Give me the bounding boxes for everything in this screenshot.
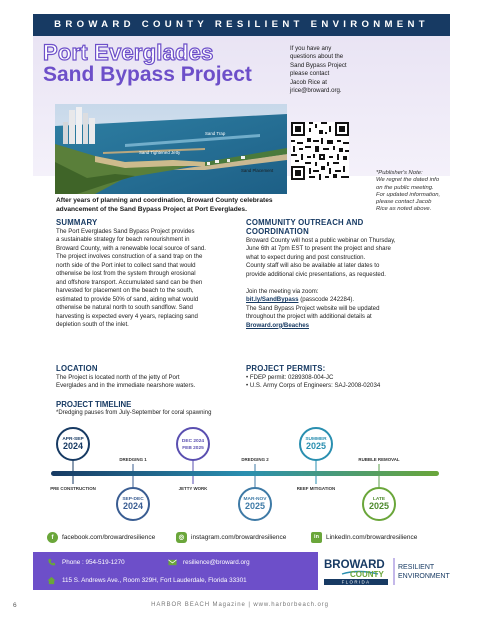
facebook-link[interactable] <box>47 531 155 543</box>
summary-body <box>56 228 261 329</box>
phase-label: PRE CONSTRUCTION <box>50 486 96 491</box>
photo-label-jetty: Sand Tightened Jetty <box>139 150 181 155</box>
logo-county: COUNTY <box>350 570 384 579</box>
milestone-year: FEB 2025 <box>182 446 204 451</box>
phase-label: REEF MITIGATION <box>296 486 336 491</box>
phone-icon <box>47 558 56 567</box>
magazine-credit: HARBOR BEACH Magazine | www.harborbeach.org <box>151 602 329 608</box>
outreach-line: June 6th at 7pm EST to present the project and share <box>246 245 391 253</box>
summary-line: depletion south of the inlet. <box>56 320 129 328</box>
facebook-icon: f <box>47 532 58 543</box>
instagram-icon: ◎ <box>176 532 187 543</box>
note-line: Rice as noted above. <box>376 206 432 213</box>
outreach-body <box>246 237 446 330</box>
contact-line: Jacob Rice at <box>290 78 327 86</box>
lead-line: advancement of the Sand Bypass Project at Port Everglades. <box>56 205 247 213</box>
milestone-year: 2025 <box>305 441 327 451</box>
note-line: We regret the dated info <box>376 177 440 184</box>
zoom-passcode: (passcode 242284). <box>298 296 355 304</box>
phone-row[interactable] <box>47 558 125 567</box>
note-line: *Publisher's Note: <box>376 170 423 176</box>
timeline-heading: PROJECT TIMELINE <box>56 400 132 409</box>
contact-email[interactable]: jrice@broward.org. <box>290 87 342 95</box>
instagram-url: instagram.com/browardresilience <box>191 533 287 541</box>
lead-paragraph <box>56 197 368 214</box>
logo-resilient: RESILIENT <box>398 564 435 571</box>
milestone-circle <box>177 428 209 460</box>
summary-heading: SUMMARY <box>56 218 98 227</box>
summary-line: otherwise be natural north to south sandflow. Sand <box>56 304 193 312</box>
milestone-year: 2024 <box>122 501 144 511</box>
outreach-line: throughout the project with additional details at <box>246 313 372 321</box>
photo-label-placement: Sand Placement <box>241 168 274 173</box>
aerial-photo <box>55 104 287 194</box>
summary-line: Broward County, with a renewable local source of sand. <box>56 244 206 252</box>
contact-line: Sand Bypass Project <box>290 61 347 69</box>
social-links <box>33 526 450 548</box>
email-address: resilience@broward.org <box>183 559 250 566</box>
email-row[interactable] <box>168 558 250 567</box>
website-link[interactable]: Broward.org/Beaches <box>246 321 309 329</box>
title-line-1: Port Everglades <box>43 40 214 65</box>
permits-heading: PROJECT PERMITS: <box>246 364 326 373</box>
contact-info <box>290 45 410 95</box>
page-footer <box>0 600 480 614</box>
note-line: please contact Jacob <box>376 199 432 206</box>
outreach-line: The Sand Bypass Project website will be updated <box>246 304 380 312</box>
summary-line: north side of the Port inlet to collect sand that would <box>56 261 196 269</box>
outreach-heading-2: COORDINATION <box>246 227 309 236</box>
summary-line: The project involves construction of a sand trap on the <box>56 253 203 261</box>
linkedin-link[interactable] <box>311 531 417 543</box>
note-line: For updated information, <box>376 191 441 198</box>
contact-line: questions about the <box>290 53 344 61</box>
lead-line: After years of planning and coordination, Broward County celebrates <box>56 197 273 204</box>
phase-label: DREDGING 1 <box>119 457 147 462</box>
logo-broward: BROWARD <box>324 559 385 571</box>
phone-number: Phone : 954-519-1270 <box>62 559 125 566</box>
join-line: Join the meeting via zoom: <box>246 287 319 295</box>
milestone-period: MAR-NOV <box>243 497 267 502</box>
linkedin-icon: in <box>311 532 322 543</box>
header-banner: BROWARD COUNTY RESILIENT ENVIRONMENT <box>33 14 450 36</box>
summary-line: harvesting is expected every 4 years, replacing sand <box>56 312 198 320</box>
title-line-2: Sand Bypass Project <box>43 63 252 86</box>
milestone-year: 2025 <box>244 501 266 511</box>
phase-label: RUBBLE REMOVAL <box>358 457 400 462</box>
address-row <box>47 576 247 585</box>
milestone-period: SUMMER <box>305 437 327 442</box>
linkedin-url: LinkedIn.com/browardresilience <box>326 533 418 541</box>
milestone-period: LATE <box>372 497 386 502</box>
permit-item: • FDEP permit: 0289308-004-JC <box>246 374 334 381</box>
flyer-panel <box>33 14 450 590</box>
timeline-subtitle: *Dredging pauses from July-September for coral spawning <box>56 410 212 416</box>
contact-line: If you have any <box>290 45 332 52</box>
summary-line: a sustainable strategy for beach renourishment in <box>56 236 190 244</box>
qr-code[interactable] <box>291 122 349 180</box>
publisher-note <box>376 170 450 214</box>
summary-line: and offshore transport. Accumulated sand can be then <box>56 278 203 286</box>
location-line: The Project is located north of the jetty of Port <box>56 374 180 381</box>
facebook-url: facebook.com/browardresilience <box>62 533 156 541</box>
phase-label: DREDGING 2 <box>241 457 269 462</box>
outreach-line: County staff will also be available at later dates to <box>246 262 380 270</box>
project-timeline <box>33 414 450 524</box>
outreach-heading: COMMUNITY OUTREACH AND <box>246 218 364 227</box>
location-heading: LOCATION <box>56 364 98 373</box>
photo-label-sand-trap: Sand Trap <box>205 131 226 136</box>
summary-line: harvested for placement on the beach to the south, <box>56 287 194 295</box>
permit-item: • U.S. Army Corps of Engineers: SAJ-2008-02034 <box>246 382 381 390</box>
zoom-link[interactable]: bit.ly/SandBypass <box>246 296 299 304</box>
contact-line: please contact <box>290 70 330 78</box>
logo-environment: ENVIRONMENT <box>398 573 450 580</box>
email-icon <box>168 558 177 567</box>
milestone-period: SEP-DEC <box>122 497 144 502</box>
home-icon <box>47 576 56 585</box>
note-line: on the public meeting. <box>376 184 434 191</box>
permits-list <box>246 374 446 391</box>
summary-line: estimated to provide 50% of sand, aiding what would <box>56 295 199 303</box>
street-address: 115 S. Andrews Ave., Room 329H, Fort Lauderdale, Florida 33301 <box>62 577 247 584</box>
summary-line: The Port Everglades Sand Bypass Project provides <box>56 228 195 235</box>
summary-line: otherwise be lost from the system through erosional <box>56 270 196 278</box>
broward-logo <box>318 552 450 590</box>
location-line: Everglades and in the immediate nearshore waters. <box>56 382 196 390</box>
instagram-link[interactable] <box>176 531 286 543</box>
logo-state: FLORIDA <box>341 579 371 585</box>
milestone-period: APR-SEP <box>62 437 84 442</box>
location-body <box>56 374 261 391</box>
milestone-year: 2025 <box>368 501 390 511</box>
phase-label: JETTY WORK <box>178 486 208 491</box>
outreach-line: Broward County will host a public webinar on Thursday, <box>246 237 396 244</box>
page-number: 6 <box>13 602 17 609</box>
milestone-period: DEC 2024 <box>181 439 205 444</box>
milestone-year: 2024 <box>62 441 84 451</box>
outreach-line: provide additional civic presentations, as requested. <box>246 270 386 278</box>
timeline-bar <box>51 471 439 476</box>
outreach-line: what to expect during and post construction. <box>246 253 366 261</box>
